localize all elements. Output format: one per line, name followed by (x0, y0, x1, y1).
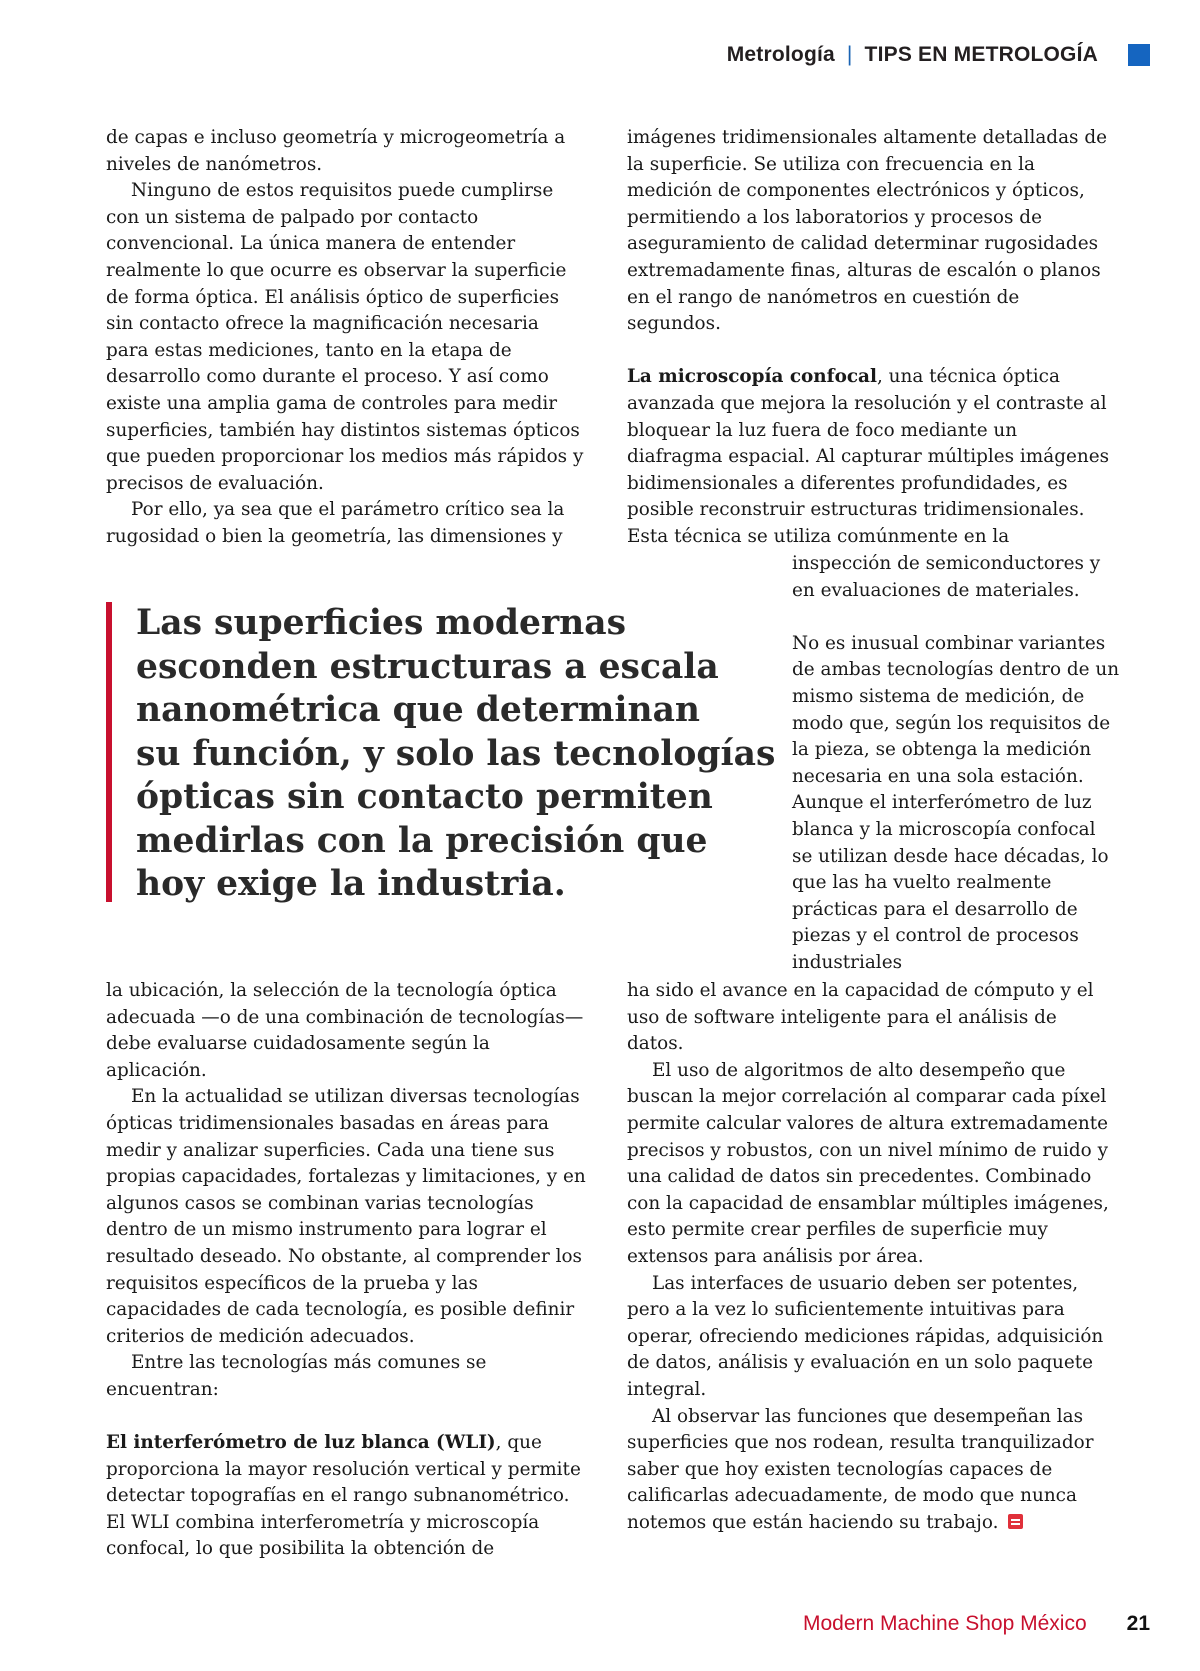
pull-quote-line: hoy exige la industria. (136, 864, 566, 904)
paragraph: Las interfaces de usuario deben ser potentes, pero a la vez lo suficientemente intuitivas para operar, ofreciendo mediciones rápidas, adquisición de datos, análisis y evaluación en un solo paquete integral. (627, 1272, 1104, 1400)
term-wli: El interferómetro de luz blanca (WLI) (106, 1432, 496, 1454)
closing-text: Al observar las funciones que desempeñan las superficies que nos rodean, resulta tranquilizador saber que hoy existen tecnologías capaces de calificarlas adecuadamente, de modo que nunca notemos que están haciendo su trabajo. (627, 1405, 1094, 1533)
paragraph: Entre las tecnologías más comunes se encuentran: (106, 1352, 487, 1400)
left-column-bottom (106, 978, 586, 1563)
pull-quote-line: medirlas con la precisión que (136, 820, 708, 861)
subsection-name: TIPS EN METROLOGÍA (864, 43, 1098, 66)
term-confocal: La microscopía confocal (627, 366, 877, 388)
paragraph: En la actualidad se utilizan diversas tecnologías ópticas tridimensionales basadas en áreas para medir y analizar superficies. Cada una tiene sus propias capacidades, fortalezas y limitaciones, y en algunos casos se combinan varias tecnologías dentro de un mismo instrumento para lograr el resultado deseado. No obstante, al comprender los requisitos específicos de la prueba y las capacidades de cada tecnología, es posible definir criterios de medición adecuados. (106, 1086, 586, 1347)
paragraph: El uso de algoritmos de alto desempeño que buscan la mejor correlación al comparar cada píxel permite calcular valores de altura extremadamente precisos y robustos, con un nivel mínimo de ruido y una calidad de datos sin precedentes. Combinado con la capacidad de ensamblar múltiples imágenes, esto permite crear perfiles de superficie muy extensos para análisis por área. (627, 1059, 1109, 1267)
paragraph-final (627, 1404, 1117, 1537)
paragraph-wli (106, 1430, 586, 1563)
pull-quote (106, 602, 776, 904)
page-footer (803, 1612, 1150, 1636)
magazine-name: Modern Machine Shop México (802, 1612, 1087, 1635)
pull-quote-line: su función, y solo las tecnologías (136, 733, 776, 774)
header-separator: | (846, 43, 853, 66)
pull-quote-line: nanométrica que determinan (136, 690, 701, 730)
pull-quote-line: Las superficies modernas (136, 603, 627, 643)
pull-quote-line: ópticas sin contacto permiten (136, 777, 713, 817)
paragraph: de capas e incluso geometría y microgeometría a niveles de nanómetros. (106, 127, 566, 175)
paragraph: imágenes tridimensionales altamente detalladas de la superficie. Se utiliza con frecuencia en la medición de componentes electrónicos y ópticos, permitiendo a los laboratorios y procesos de aseguramiento de calidad determinar rugosidades extremadamente finas, alturas de escalón o planos en el rango de nanómetros en cuestión de segundos. (627, 127, 1107, 335)
paragraph: Por ello, ya sea que el parámetro crítico sea la rugosidad o bien la geometría, las dimensiones y (106, 499, 565, 547)
right-column-middle (792, 551, 1120, 977)
page-header (727, 40, 1150, 70)
left-column-top (106, 125, 586, 551)
paragraph: Ninguno de estos requisitos puede cumplirse con un sistema de palpado por contacto convencional. La única manera de entender realmente lo que ocurre es observar la superficie de forma óptica. El análisis óptico de superficies sin contacto ofrece la magnificación necesaria para estas mediciones, tanto en la etapa de desarrollo como durante el proceso. Y así como existe una amplia gama de controles para medir superficies, también hay distintos sistemas ópticos que pueden proporcionar los medios más rápidos y precisos de evaluación. (106, 180, 584, 494)
section-name: Metrología (726, 43, 835, 66)
wli-description: , que proporciona la mayor resolución vertical y permite detectar topografías en el rango subnanométrico. El WLI combina interferometría y microscopía confocal, lo que posibilita la obtención de (106, 1432, 581, 1560)
pull-quote-line: esconden estructuras a escala (136, 646, 719, 687)
right-column-bottom (627, 978, 1117, 1536)
confocal-description: , una técnica óptica avanzada que mejora la resolución y el contraste al bloquear la luz fuera de foco mediante un diafragma espacial. Al capturar múltiples imágenes bidimensionales a diferentes profundidades, es posible reconstruir estructuras tridimensionales. Esta técnica se utiliza comúnmente en la (627, 366, 1110, 547)
page-number: 21 (1126, 1612, 1150, 1635)
paragraph: la ubicación, la selección de la tecnología óptica adecuada —o de una combinación de tecnologías— debe evaluarse cuidadosamente según la aplicación. (106, 980, 584, 1081)
right-column-top (627, 125, 1117, 551)
blue-square-icon (1128, 44, 1150, 66)
paragraph: ha sido el avance en la capacidad de cómputo y el uso de software inteligente para el análisis de datos. (627, 980, 1094, 1055)
paragraph-confocal (627, 364, 1117, 550)
paragraph: inspección de semiconductores y en evaluaciones de materiales. (792, 553, 1101, 601)
end-of-article-icon (1008, 1514, 1023, 1529)
paragraph: No es inusual combinar variantes de ambas tecnologías dentro de un mismo sistema de medición, de modo que, según los requisitos de la pieza, se obtenga la medición necesaria en una sola estación. Aunque el interferómetro de luz blanca y la microscopía confocal se utilizan desde hace décadas, lo que las ha vuelto realmente prácticas para el desarrollo de piezas y el control de procesos industriales (792, 632, 1120, 973)
